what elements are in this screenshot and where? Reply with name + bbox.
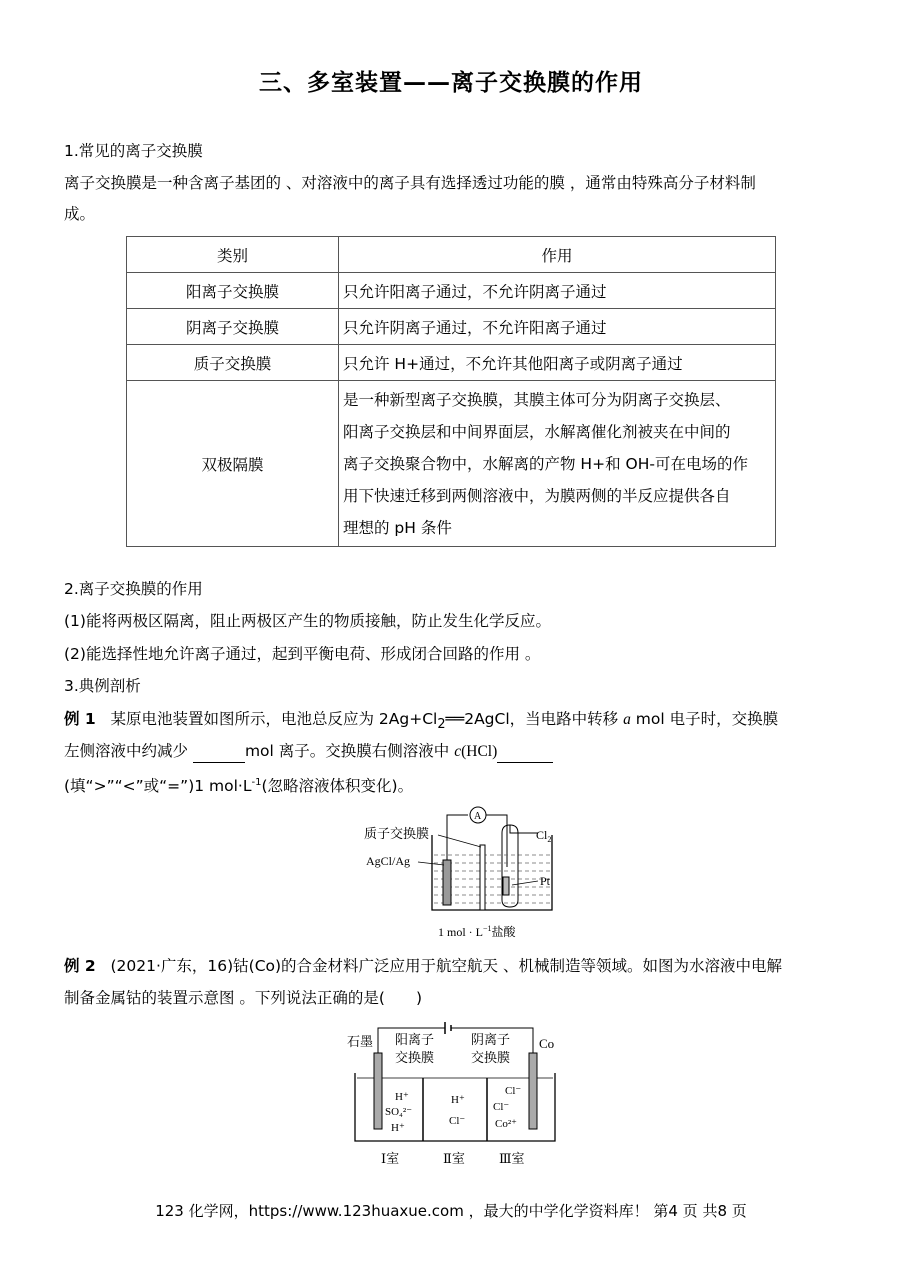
example-1-line-3	[64, 772, 413, 797]
example-2-label: 例 2	[64, 957, 96, 975]
example-2-line-2: 制备金属钴的装置示意图 。下列说法正确的是( )	[64, 989, 423, 1007]
ex1-text: (填“>”“<”或“=”)1 mol·L	[64, 777, 252, 796]
example-1-line-2	[64, 740, 553, 763]
room-2-label: Ⅱ室	[443, 1151, 465, 1166]
ex1-text: ══2AgCl，当电路中转移	[445, 710, 619, 728]
cation-label-1: 阳离子	[395, 1032, 435, 1047]
pt-label: Pt	[540, 874, 551, 888]
ion-text: H⁺	[391, 1122, 405, 1134]
table-row	[127, 273, 776, 309]
table-row	[127, 381, 776, 547]
ex1-var-c: c	[454, 743, 462, 760]
ex1-sub: 2	[437, 717, 446, 733]
table-header-row	[127, 237, 776, 273]
ion-text: Co²⁺	[495, 1118, 517, 1130]
co-electrode	[529, 1053, 537, 1129]
ion-text: H⁺	[395, 1091, 409, 1103]
electrolysis-figure	[345, 1018, 565, 1173]
row-role: 只允许阳离子通过，不允许阴离子通过	[339, 273, 776, 309]
proton-membrane	[480, 845, 485, 910]
room-3-label: Ⅲ室	[499, 1151, 525, 1166]
section-2-heading: 2.离子交换膜的作用	[64, 580, 203, 598]
ex1-text: 某原电池装置如图所示，电池总反应为 2Ag+Cl	[110, 710, 438, 728]
row-role: 只允许 H+通过，不允许其他阳离子或阴离子通过	[339, 345, 776, 381]
anion-label-1: 阴离子	[471, 1032, 511, 1047]
example-1-line-1	[64, 708, 778, 736]
ion-text: Cl⁻	[449, 1115, 466, 1127]
ex1-hcl: (HCl)	[461, 743, 498, 760]
galvanic-cell-figure	[360, 805, 570, 945]
row-role: 只允许阴离子通过，不允许阳离子通过	[339, 309, 776, 345]
role-line: 是一种新型离子交换膜，其膜主体可分为阴离子交换层、	[343, 390, 731, 409]
role-line: 理想的 pH 条件	[343, 518, 452, 537]
ex1-sup: -1	[251, 777, 262, 788]
row-type: 质子交换膜	[127, 345, 339, 381]
row-type: 阳离子交换膜	[127, 273, 339, 309]
ex1-text: mol 电子时，交换膜	[635, 710, 779, 728]
header-role: 作用	[339, 237, 776, 273]
wire-left	[447, 815, 468, 860]
header-type: 类别	[127, 237, 339, 273]
graphite-label: 石墨	[347, 1034, 374, 1049]
table-row	[127, 345, 776, 381]
wire-right	[486, 815, 507, 867]
page-footer: 123 化学网，https://www.123huaxue.com ，最大的中学化学资料库！ 第4 页 共8 页	[155, 1202, 747, 1220]
ammeter-label: A	[474, 811, 482, 822]
intro-line-2: 成。	[64, 205, 96, 223]
ex1-text: 左侧溶液中约减少	[64, 742, 189, 760]
room-1-label: Ⅰ室	[381, 1151, 400, 1166]
example-2-line-1	[64, 955, 782, 977]
answer-blank-2[interactable]	[497, 744, 553, 763]
role-line: 用下快速迁移到两侧溶液中，为膜两侧的半反应提供各自	[343, 486, 731, 505]
ex1-var-a: a	[623, 711, 631, 728]
page-title: 三、多室装置——离子交换膜的作用	[259, 70, 643, 96]
intro-line-1: 离子交换膜是一种含离子基团的 、对溶液中的离子具有选择透过功能的膜 ，通常由特殊高分子材料制	[64, 174, 756, 192]
ex1-text: mol 离子。交换膜右侧溶液中	[244, 742, 450, 760]
section-1-heading: 1.常见的离子交换膜	[64, 142, 203, 160]
role-line: 离子交换聚合物中，水解离的产物 H+和 OH-可在电场的作	[343, 454, 748, 473]
ion-text: Cl⁻	[505, 1085, 522, 1097]
cation-label-2: 交换膜	[395, 1050, 435, 1065]
row-role-multiline	[339, 381, 776, 547]
row-type: 双极隔膜	[127, 381, 339, 547]
agcl-label: AgCl/Ag	[366, 854, 411, 868]
section-2-p2: (2)能选择性地允许离子通过，起到平衡电荷、形成闭合回路的作用 。	[64, 645, 541, 663]
row-type: 阴离子交换膜	[127, 309, 339, 345]
membrane-table	[126, 236, 776, 547]
ion-text: SO₄²⁻	[385, 1106, 413, 1118]
ex2-text: (2021·广东，16)钴(Co)的合金材料广泛应用于航空航天 、机械制造等领域。如图为水溶液中电解	[110, 957, 782, 975]
ex1-text: (忽略溶液体积变化)。	[261, 777, 414, 796]
role-line: 阳离子交换层和中间界面层，水解离催化剂被夹在中间的	[343, 422, 731, 441]
cl2-label: $Cl_2$	[536, 828, 552, 844]
example-1-label: 例 1	[64, 710, 96, 728]
graphite-electrode	[374, 1053, 382, 1129]
co-label: Co	[539, 1036, 555, 1051]
solution-label: 1 mol · $L^{-1}$盐酸	[438, 924, 516, 939]
agcl-electrode	[443, 860, 451, 905]
section-3-heading: 3.典例剖析	[64, 677, 141, 695]
pt-electrode	[503, 877, 509, 895]
section-2-p1: (1)能将两极区隔离，阻止两极区产生的物质接触，防止发生化学反应。	[64, 612, 551, 630]
ion-text: H⁺	[451, 1094, 465, 1106]
ion-text: Cl⁻	[493, 1101, 510, 1113]
anion-label-2: 交换膜	[471, 1050, 511, 1065]
membrane-label: 质子交换膜	[364, 826, 430, 841]
table-row	[127, 309, 776, 345]
answer-blank-1[interactable]	[193, 744, 245, 763]
